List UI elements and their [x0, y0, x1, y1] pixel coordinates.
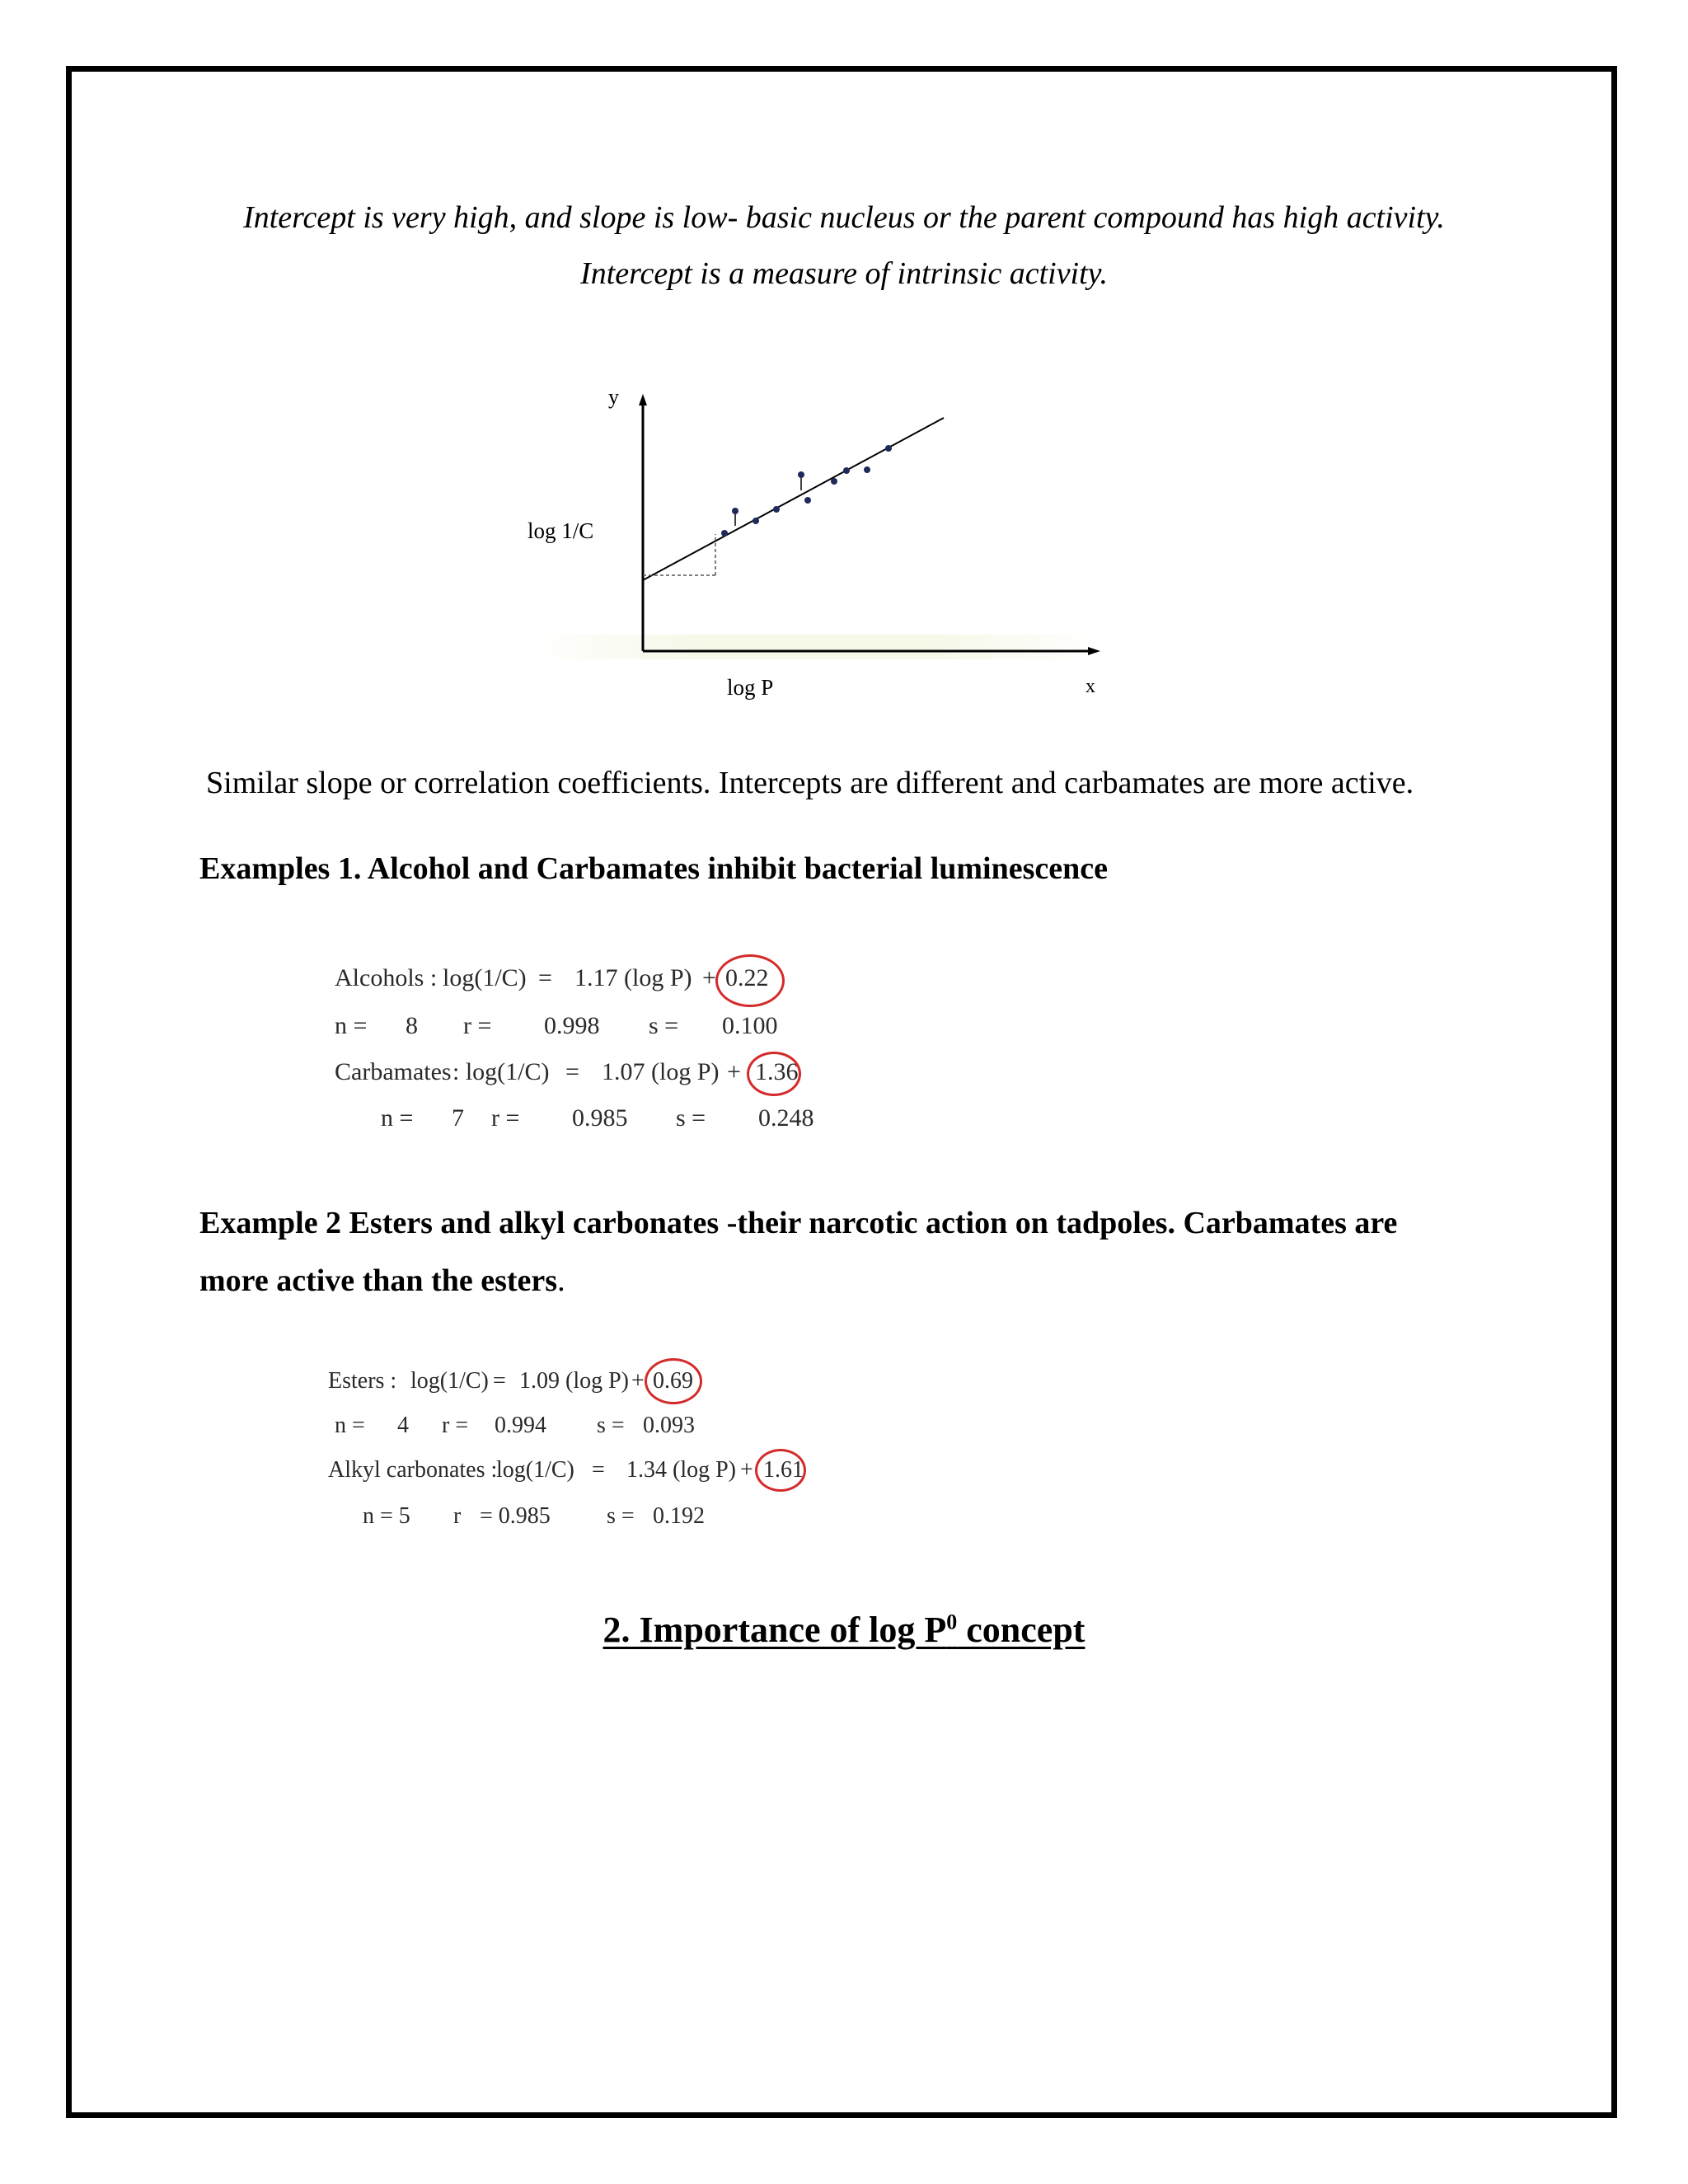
esters-s-label: s =	[597, 1413, 625, 1438]
section-heading	[0, 1609, 1688, 1651]
carbamates-plus: +	[727, 1058, 741, 1085]
figure-background-band	[528, 635, 1104, 659]
alkyl-carbonates-r-label: r	[453, 1503, 462, 1529]
data-point	[773, 506, 780, 513]
y-axis-letter: y	[608, 385, 619, 409]
y-axis-label: log 1/C	[528, 518, 594, 543]
page-border	[66, 66, 1617, 2118]
alkyl-carbonates-s-label: s =	[607, 1503, 635, 1529]
x-axis-letter: x	[1085, 676, 1095, 697]
intercept-highlight-circle	[645, 1358, 702, 1404]
carbamates-r-label: r =	[491, 1104, 520, 1132]
regression-line	[643, 418, 944, 580]
carbamates-lhs: : log(1/C)	[452, 1058, 550, 1085]
example-2-title-line-1: Example 2 Esters and alkyl carbonates -their narcotic action on tadpoles. Carbamates are	[199, 1206, 1398, 1240]
y-axis-arrow	[639, 394, 647, 405]
data-point	[843, 467, 850, 474]
intercept-highlight-circle	[755, 1449, 806, 1492]
carbamates-r-value: 0.985	[572, 1104, 628, 1132]
example-2-title-period: .	[557, 1263, 565, 1298]
data-point	[885, 445, 892, 452]
alcohols-n-label: n =	[335, 1012, 368, 1039]
esters-lhs: log(1/C)	[410, 1368, 489, 1394]
alcohols-n-value: 8	[406, 1012, 418, 1039]
alcohols-slope-term: 1.17 (log P)	[574, 964, 692, 991]
alcohols-equals: =	[538, 964, 552, 991]
x-axis-label: log P	[727, 675, 774, 700]
alcohols-lhs: log(1/C)	[443, 964, 527, 991]
data-point	[864, 466, 870, 473]
alcohols-s-value: 0.100	[722, 1012, 778, 1039]
alcohols-r-value: 0.998	[544, 1012, 600, 1039]
carbamates-equals: =	[565, 1058, 579, 1085]
esters-n-label: n =	[335, 1413, 365, 1438]
alcohols-r-label: r =	[463, 1012, 492, 1039]
example-2-title-bold-part: more active than the esters	[199, 1263, 558, 1298]
intro-line-1: Intercept is very high, and slope is low- basic nucleus or the parent compound has high activity.	[243, 200, 1445, 235]
esters-r-value: 0.994	[495, 1413, 546, 1438]
esters-label: Esters :	[328, 1368, 397, 1394]
carbamates-n-label: n =	[381, 1104, 414, 1132]
esters-s-value: 0.093	[643, 1413, 695, 1438]
intercept-slope-figure	[511, 379, 1137, 709]
alcohols-plus: +	[702, 964, 716, 991]
alcohols-label: Alcohols :	[335, 964, 438, 991]
alkyl-carbonates-slope-term: 1.34 (log P)	[626, 1457, 736, 1483]
alkyl-carbonates-intercept: 1.61	[763, 1457, 804, 1483]
data-point	[721, 530, 728, 537]
alkyl-carbonates-n-label: n = 5	[363, 1503, 410, 1529]
data-point	[753, 518, 759, 524]
esters-plus: +	[631, 1368, 645, 1394]
carbamates-s-value: 0.248	[758, 1104, 814, 1132]
esters-r-label: r =	[442, 1413, 469, 1438]
carbamates-s-label: s =	[676, 1104, 706, 1132]
alkyl-carbonates-label: Alkyl carbonates :	[328, 1457, 498, 1483]
intercept-highlight-circle	[747, 1052, 801, 1096]
example-1-title: Examples 1. Alcohol and Carbamates inhibit bacterial luminescence	[199, 851, 1108, 886]
esters-slope-term: 1.09 (log P)	[519, 1368, 629, 1394]
alcohols-intercept: 0.22	[725, 964, 769, 991]
carbamates-intercept: 1.36	[755, 1058, 799, 1085]
data-point	[804, 497, 811, 504]
alkyl-carbonates-r-value: = 0.985	[480, 1503, 551, 1529]
example-2-title-line-2	[199, 1263, 565, 1299]
data-point	[798, 471, 804, 478]
esters-intercept: 0.69	[653, 1368, 693, 1394]
data-point	[732, 508, 738, 514]
data-point	[831, 478, 837, 485]
section-heading-suffix: concept	[957, 1610, 1085, 1650]
alkyl-carbonates-equals: =	[592, 1457, 605, 1483]
similar-slope-text: Similar slope or correlation coefficients. Intercepts are different and carbamates are more active.	[206, 766, 1414, 800]
carbamates-n-value: 7	[452, 1104, 464, 1132]
alkyl-carbonates-s-value: 0.192	[653, 1503, 705, 1529]
alcohols-s-label: s =	[649, 1012, 679, 1039]
section-heading-prefix: 2. Importance of log P	[603, 1610, 947, 1650]
esters-n-value: 4	[397, 1413, 409, 1438]
carbamates-slope-term: 1.07 (log P)	[602, 1058, 720, 1085]
intro-line-2: Intercept is a measure of intrinsic activity.	[580, 256, 1108, 291]
section-heading-superscript: 0	[946, 1610, 958, 1634]
intercept-highlight-circle	[715, 954, 785, 1007]
carbamates-label: Carbamates	[335, 1058, 452, 1085]
alkyl-carbonates-plus: +	[740, 1457, 753, 1483]
esters-equals: =	[493, 1368, 506, 1394]
alkyl-carbonates-lhs: log(1/C)	[496, 1457, 574, 1483]
